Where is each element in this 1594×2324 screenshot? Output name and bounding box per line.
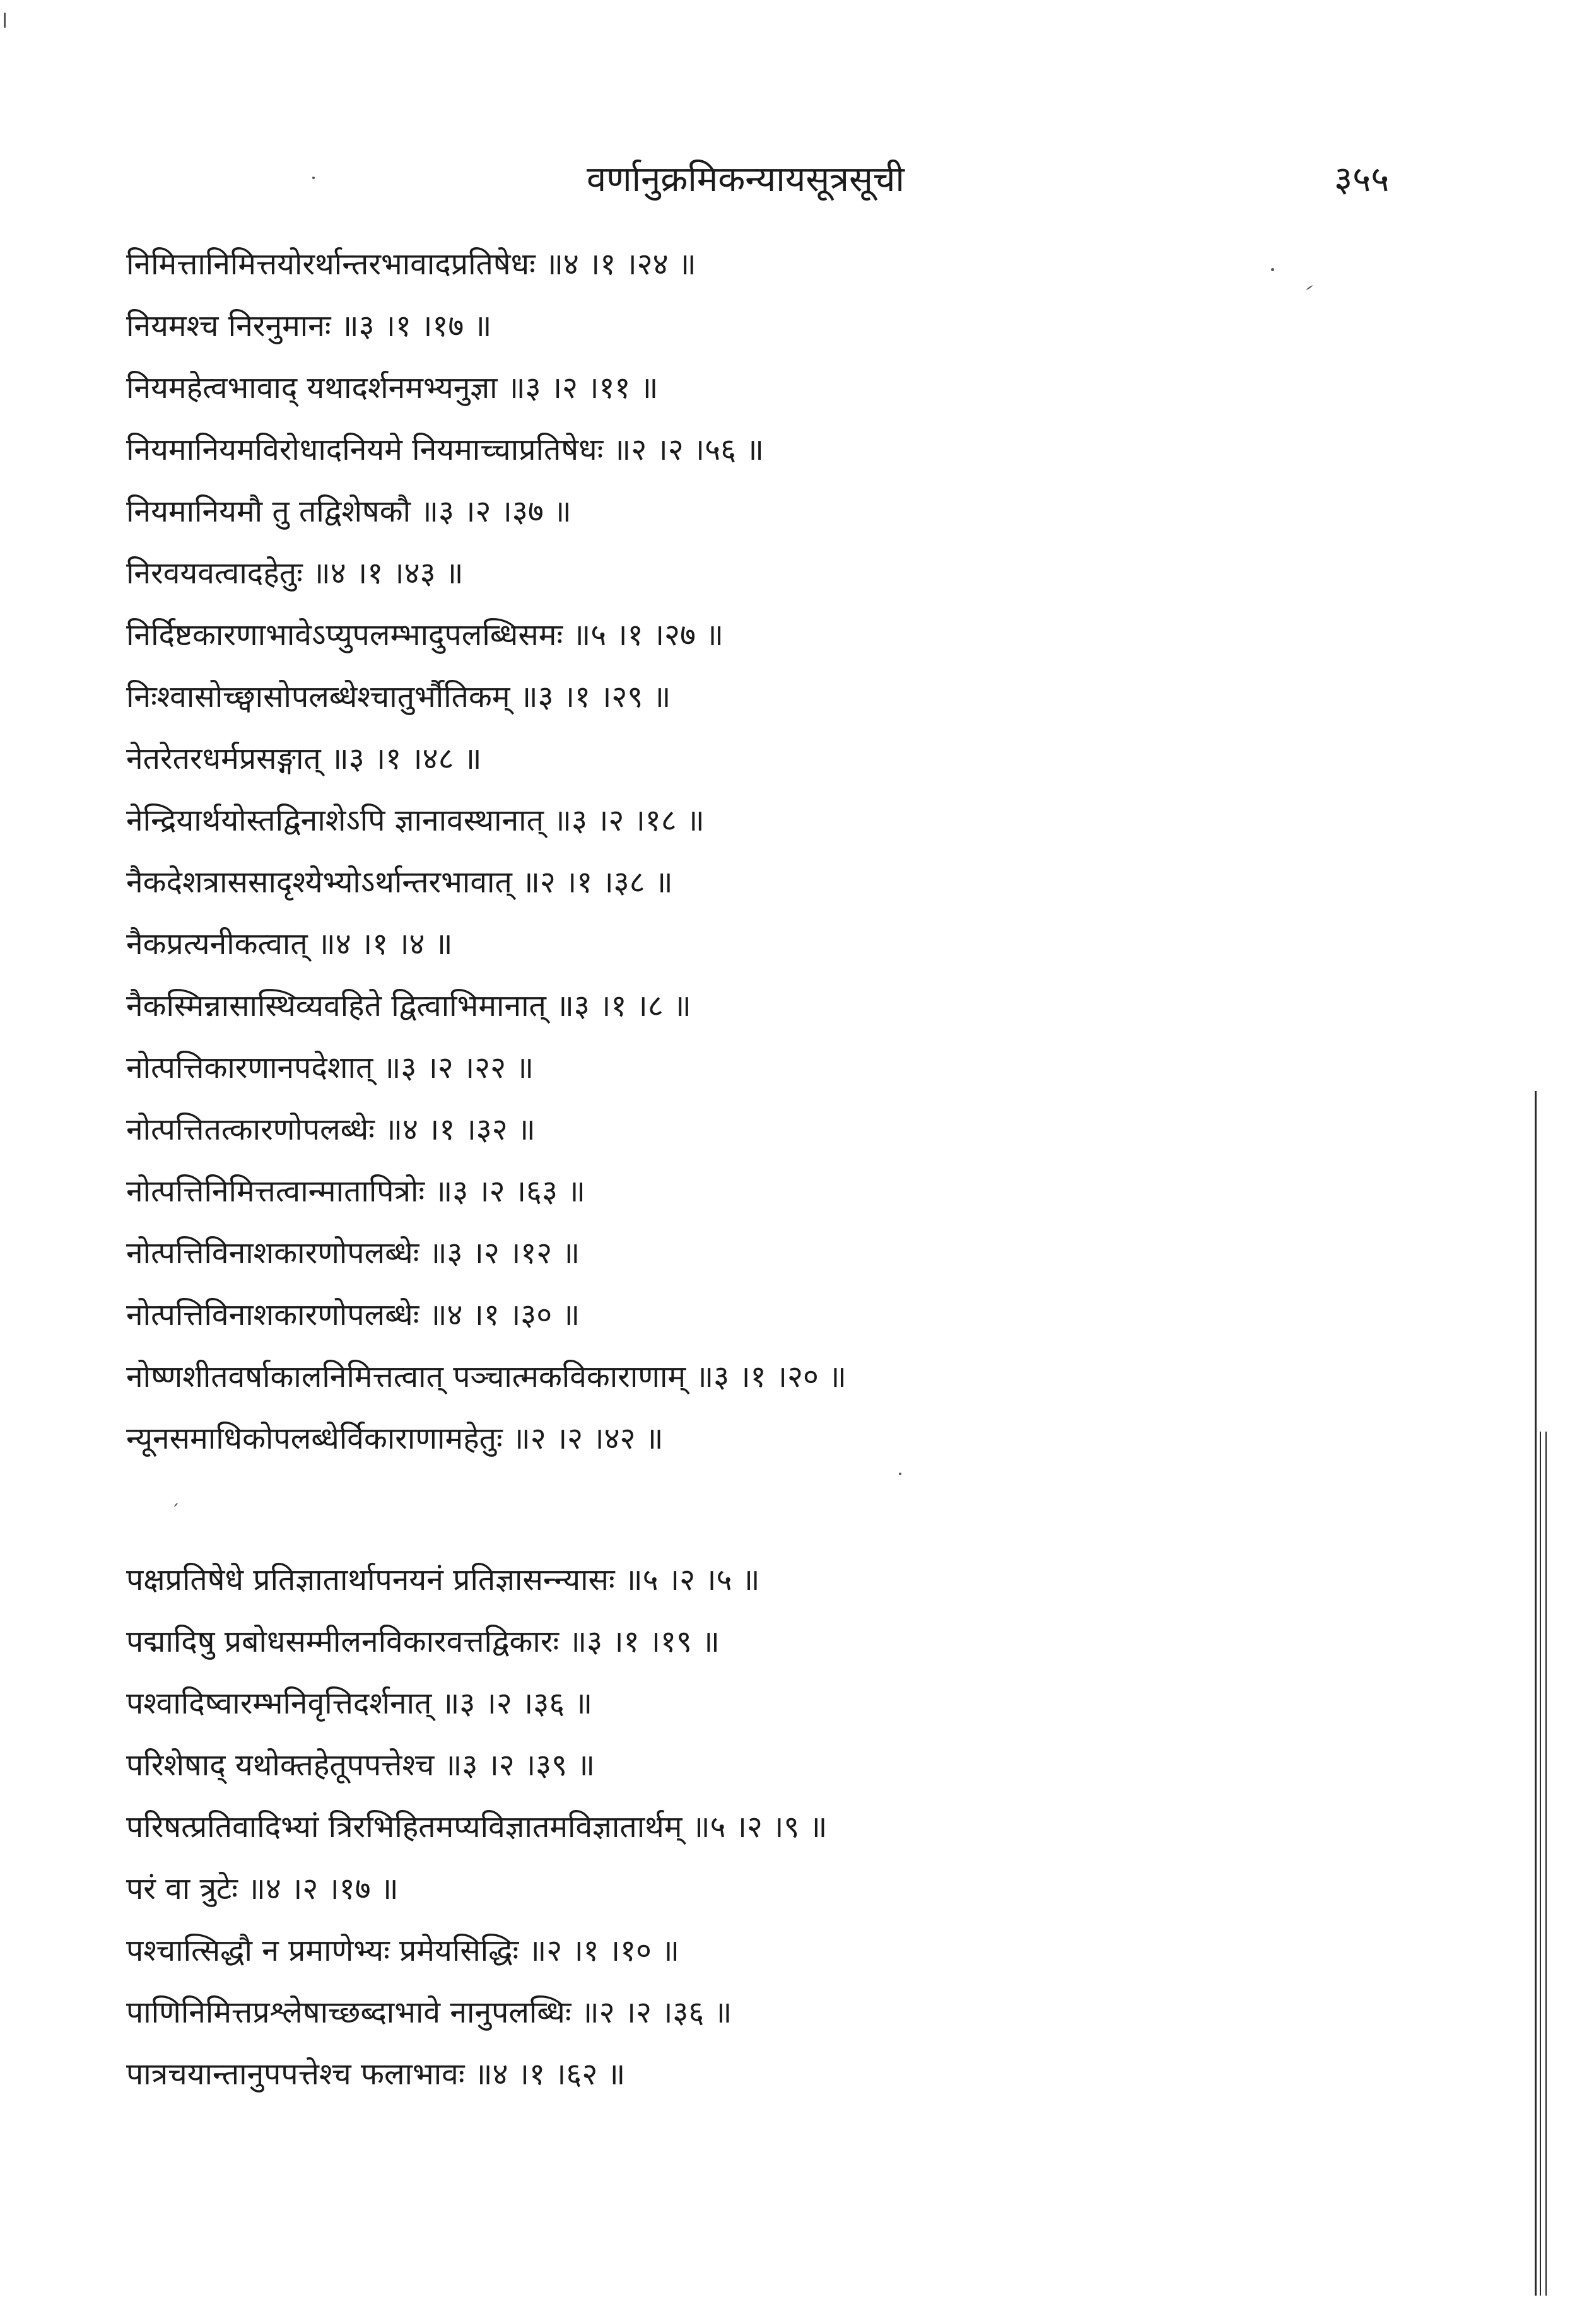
list-item: नोष्णशीतवर्षाकालनिमित्तत्वात् पञ्चात्मकविकाराणाम् ॥३ ।१ ।२० ॥ (126, 1359, 847, 1394)
list-item: पश्वादिष्वारम्भनिवृत्तिदर्शनात् ॥३ ।२ ।३६ ॥ (126, 1686, 593, 1721)
list-item: निरवयवत्वादहेतुः ॥४ ।१ ।४३ ॥ (126, 556, 464, 591)
list-item: नोत्पत्तिविनाशकारणोपलब्धेः ॥४ ।१ ।३० ॥ (126, 1297, 580, 1333)
list-item: नैकप्रत्यनीकत्वात् ॥४ ।१ ।४ ॥ (126, 926, 453, 962)
list-item: नोत्पत्तितत्कारणोपलब्धेः ॥४ ।१ ।३२ ॥ (126, 1112, 536, 1147)
running-head (0, 151, 1594, 208)
list-item: नियमश्च निरनुमानः ॥३ ।१ ।१७ ॥ (126, 308, 492, 344)
list-item: परिषत्प्रतिवादिभ्यां त्रिरभिहितमप्यविज्ञातमविज्ञातार्थम् ॥५ ।२ ।९ ॥ (126, 1809, 828, 1845)
list-item: न्यूनसमाधिकोपलब्धेर्विकाराणामहेतुः ॥२ ।२ ।४२ ॥ (126, 1421, 664, 1456)
scan-edge-line (1540, 1432, 1541, 2296)
list-item: नैकदेशत्राससादृश्येभ्योऽर्थान्तरभावात् ॥२ ।१ ।३८ ॥ (126, 865, 673, 900)
scan-speck (1271, 268, 1274, 271)
list-item: नेतरेतरधर्मप्रसङ्गात् ॥३ ।१ ।४८ ॥ (126, 741, 482, 776)
list-item: परं वा त्रुटेः ॥४ ।२ ।१७ ॥ (126, 1871, 399, 1906)
list-item: परिशेषाद् यथोक्तहेतूपपत्तेश्च ॥३ ।२ ।३९ ॥ (126, 1748, 595, 1783)
list-item: पाणिनिमित्तप्रश्लेषाच्छब्दाभावे नानुपलब्धिः ॥२ ।२ ।३६ ॥ (126, 1995, 732, 2030)
list-item: निर्दिष्टकारणाभावेऽप्युपलम्भादुपलब्धिसमः ॥५ ।१ ।२७ ॥ (126, 617, 724, 653)
list-item: नैकस्मिन्नासास्थिव्यवहिते द्वित्वाभिमानात् ॥३ ।१ ।८ ॥ (126, 988, 691, 1024)
list-item: नियमहेत्वभावाद् यथादर्शनमभ्यनुज्ञा ॥३ ।२ ।११ ॥ (126, 370, 659, 406)
list-item: नियमानियमौ तु तद्विशेषकौ ॥३ ।२ ।३७ ॥ (126, 494, 571, 529)
list-item: पात्रचयान्तानुपपत्तेश्च फलाभावः ॥४ ।१ ।६२ ॥ (126, 2057, 626, 2092)
list-item: पक्षप्रतिषेधे प्रतिज्ञातार्थापनयनं प्रतिज्ञासन्न्यासः ॥५ ।२ ।५ ॥ (126, 1562, 760, 1597)
list-item: नियमानियमविरोधादनियमे नियमाच्चाप्रतिषेधः ॥२ ।२ ।५६ ॥ (126, 432, 765, 467)
list-item: नोत्पत्तिनिमित्तत्वान्मातापित्रोः ॥३ ।२ ।६३ ॥ (126, 1174, 585, 1209)
list-item: नोत्पत्तिकारणानपदेशात् ॥३ ।२ ।२२ ॥ (126, 1050, 534, 1085)
scan-speck (312, 177, 315, 179)
scan-speck (4, 13, 6, 28)
scan-speck (899, 1473, 901, 1475)
sutra-index-list (126, 233, 1388, 2105)
page-title: वर्णानुक्रमिकन्यायसूत्रसूची (587, 159, 905, 200)
list-item: निःश्वासोच्छ्वासोपलब्धेश्चातुर्भौतिकम् ॥३ ।१ ।२९ ॥ (126, 679, 671, 715)
list-item: निमित्तानिमित्तयोरर्थान्तरभावादप्रतिषेधः ॥४ ।१ ।२४ ॥ (126, 247, 696, 282)
list-item: नेन्द्रियार्थयोस्तद्विनाशेऽपि ज्ञानावस्थानात् ॥३ ।२ ।१८ ॥ (126, 803, 705, 838)
list-item: पद्मादिषु प्रबोधसम्मीलनविकारवत्तद्विकारः ॥३ ।१ ।१९ ॥ (126, 1624, 720, 1659)
page-number: ३५५ (1334, 159, 1390, 200)
list-item: पश्चात्सिद्धौ न प्रमाणेभ्यः प्रमेयसिद्धिः ॥२ ।१ ।१० ॥ (126, 1933, 680, 1968)
list-item: नोत्पत्तिविनाशकारणोपलब्धेः ॥३ ।२ ।१२ ॥ (126, 1235, 580, 1271)
scan-edge-line (1545, 1432, 1547, 2296)
scan-edge-line (1535, 1091, 1537, 2296)
